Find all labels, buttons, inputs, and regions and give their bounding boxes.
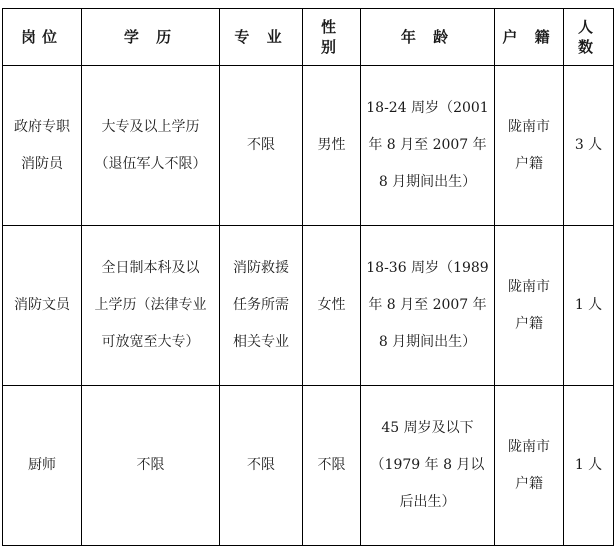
cell-major-line: 相关专业 [233, 334, 289, 350]
cell-education [82, 226, 220, 386]
header-hukou: 户 籍 [495, 9, 564, 66]
header-age: 年 龄 [361, 9, 495, 66]
cell-hukou-line: 陇南市 [508, 438, 550, 455]
cell-count [564, 66, 614, 226]
cell-hukou-line: 户籍 [515, 155, 543, 172]
table-header-row [3, 9, 614, 66]
cell-major [220, 386, 303, 546]
cell-major [220, 226, 303, 386]
cell-gender [303, 66, 361, 226]
header-major: 专 业 [220, 9, 303, 66]
cell-education-line: 可放宽至大专） [101, 334, 200, 350]
cell-position [3, 386, 82, 546]
table-row [3, 386, 614, 546]
cell-hukou-line: 陇南市 [508, 278, 550, 295]
cell-age-line: 18-24 周岁（2001 [366, 100, 489, 116]
cell-gender-line: 女性 [317, 297, 346, 313]
cell-major-line: 不限 [247, 137, 275, 153]
cell-hukou [495, 226, 564, 386]
cell-position [3, 226, 82, 386]
cell-hukou-line: 户籍 [515, 475, 543, 492]
recruitment-table [2, 8, 614, 546]
cell-age-line: 18-36 周岁（1989 [366, 260, 489, 276]
cell-count [564, 386, 614, 546]
cell-age-line: 年 8 月至 2007 年 [368, 297, 487, 313]
cell-major-line: 消防救援 [233, 260, 289, 276]
cell-education-line: 上学历（法律专业 [94, 297, 207, 313]
cell-age [361, 226, 495, 386]
cell-position-line: 消防员 [21, 155, 63, 172]
cell-position-line: 政府专职 [14, 118, 70, 135]
table-row [3, 66, 614, 226]
cell-education-line: （退伍军人不限） [94, 155, 207, 172]
cell-hukou [495, 386, 564, 546]
header-education: 学 历 [82, 9, 220, 66]
cell-age-line: 45 周岁及以下 [381, 420, 474, 436]
cell-gender-line: 不限 [317, 457, 346, 473]
cell-education-line: 大专及以上学历 [101, 118, 200, 135]
cell-gender [303, 386, 361, 546]
cell-hukou-line: 户籍 [515, 315, 543, 332]
header-count: 人数 [564, 9, 614, 66]
table-body [3, 66, 614, 546]
cell-hukou [495, 66, 564, 226]
cell-position-line: 厨师 [28, 457, 56, 473]
header-gender: 性 别 [303, 9, 361, 66]
cell-hukou-line: 陇南市 [508, 118, 550, 135]
header-position: 岗位 [3, 9, 82, 66]
cell-major-line: 任务所需 [233, 297, 289, 313]
cell-count-line: 1 人 [574, 297, 603, 313]
cell-education [82, 66, 220, 226]
cell-age-line: 8 月期间出生） [378, 174, 477, 190]
cell-major [220, 66, 303, 226]
table-row [3, 226, 614, 386]
cell-position-line: 消防文员 [14, 297, 70, 313]
cell-count-line: 3 人 [574, 137, 603, 153]
cell-age-line: 年 8 月至 2007 年 [368, 137, 487, 153]
cell-education-line: 全日制本科及以 [101, 260, 200, 276]
cell-major-line: 不限 [247, 457, 275, 473]
cell-age [361, 386, 495, 546]
cell-gender-line: 男性 [317, 137, 346, 153]
cell-age-line: 8 月期间出生） [378, 334, 477, 350]
cell-gender [303, 226, 361, 386]
cell-age-line: （1979 年 8 月以 [370, 457, 485, 473]
cell-age-line: 后出生） [399, 494, 456, 510]
cell-position [3, 66, 82, 226]
cell-education-line: 不限 [136, 457, 165, 473]
cell-age [361, 66, 495, 226]
cell-education [82, 386, 220, 546]
cell-count [564, 226, 614, 386]
cell-count-line: 1 人 [574, 457, 603, 473]
